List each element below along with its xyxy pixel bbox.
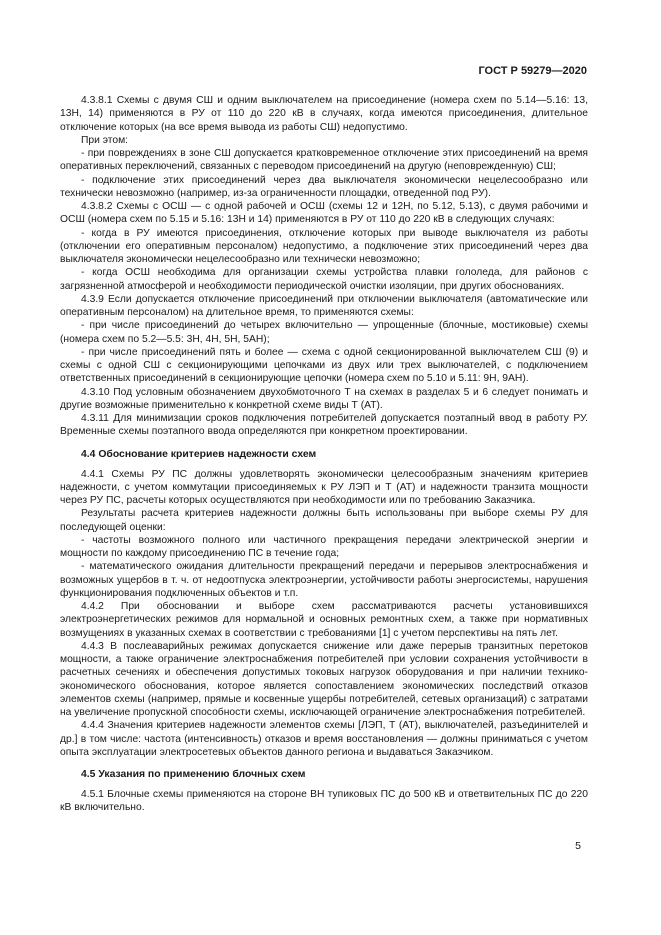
list-item: - при числе присоединений пять и более — схема с одной секционированной выключателем СШ (9) и схемы с одной СШ с секционирующими цепочками из двух или трех выключателей, с подключением ответственных присоединений в секционирующие цепочки (номера схем по 5.10 и 5.11: 9Н, 9АН). <box>60 346 588 385</box>
paragraph: 4.3.9 Если допускается отключение присоединений при отключении выключателя (автоматические или оперативным персоналом) на длительное время, то применяются схемы: <box>60 293 588 318</box>
paragraph: 4.3.8.2 Схемы с ОСШ — с одной рабочей и ОСШ (схемы 12 и 12Н, по 5.12, 5.13), с двумя рабочими и ОСШ (номера схем по 5.15 и 5.16: 13Н и 14) применяются в РУ от 110 до 220 кВ в следующих случаях: <box>60 201 588 226</box>
section-heading: 4.4 Обоснование критериев надежности схем <box>81 448 317 460</box>
paragraph: 4.4.2 При обосновании и выборе схем рассматриваются расчеты установившихся электроэнергетических режимов для нормальной и основных ремонтных схем, а также при нормативных возмущениях в указанных схемах в соответствии с требованиями [1] с учетом перспективы на пять лет. <box>60 601 588 639</box>
list-item: - когда в РУ имеются присоединения, отключение которых при выводе выключателя из работы (отключении его оперативным персоналом) недопустимо, а подключение этих присоединений через два выключателя экономически нецелесообразно или технически невозможно; <box>60 227 588 265</box>
paragraph: 4.4.4 Значения критериев надежности элементов схемы [ЛЭП, Т (АТ), выключателей, разъединителей и др.] в том числе: частота (интенсивность) отказов и время восстановления — должны приниматься с учетом опыта эксплуатации электросетевых объектов данного региона и выдаваться Заказчиком. <box>60 720 588 758</box>
document-header: ГОСТ Р 59279—2020 <box>478 65 587 77</box>
paragraph: При этом: <box>81 134 129 146</box>
section-heading: 4.5 Указания по применению блочных схем <box>81 769 306 780</box>
list-item: - математического ожидания длительности прекращений передачи и перерывов электроснабжения и возможных ущербов в т. ч. от недоотпуска электроэнергии, устойчивости работы энергосистемы, нарушения функционирования подключенных объектов и т.п. <box>60 561 588 599</box>
paragraph: 4.3.11 Для минимизации сроков подключения потребителей допускается поэтапный ввод в работу РУ. Временные схемы поэтапного ввода определяются при конкретном проектировании. <box>60 413 588 438</box>
list-item: - при числе присоединений до четырех включительно — упрощенные (блочные, мостиковые) схемы (номера схем по 5.2—5.5: 3Н, 4Н, 5Н, 5АН); <box>60 320 588 345</box>
paragraph: 4.5.1 Блочные схемы применяются на стороне ВН тупиковых ПС до 500 кВ и ответвительных ПС до 220 кВ включительно. <box>60 789 588 814</box>
paragraph: Результаты расчета критериев надежности должны быть использованы при выборе схемы РУ для последующей оценки: <box>60 508 588 533</box>
paragraph: 4.4.1 Схемы РУ ПС должны удовлетворять экономически целесообразным значениям критериев надежности, с учетом коммутации присоединяемых к РУ ЛЭП и Т (АТ) и надежности транзита мощности через РУ ПС, расчеты которых осуществляются при необходимости или по требованию Заказчика. <box>60 468 588 506</box>
list-item: - когда ОСШ необходима для организации схемы устройства плавки гололеда, для районов с загрязненной атмосферой и необходимости периодической очистки изоляции, при других обоснованиях. <box>60 267 588 292</box>
list-item: - частоты возможного полного или частичного прекращения передачи электрической энергии и мощности по каждому присоединению ПС в течение года; <box>60 534 588 559</box>
list-item: - подключение этих присоединений через два выключателя экономически нецелесообразно или технически невозможно (например, из-за ограниченности площадки, отведенной под РУ). <box>60 174 588 199</box>
list-item: - при повреждениях в зоне СШ допускается кратковременное отключение этих присоединений на время оперативных переключений, связанных с переводом присоединений на другую (неповрежденную) СШ; <box>60 148 588 173</box>
paragraph: 4.4.3 В послеаварийных режимах допускается снижение или даже перерыв транзитных перетоков мощности, а также ограничение электроснабжения потребителей при условии сохранения устойчивости в расчетных сечениях и обеспечения допустимых токовых нагрузок оборудования и при наличии технико-экономического обоснования, которое является сопоставлением экономических последствий отказов элементов схемы (например, прямые и косвенные ущербы потребителей, сетевых организаций) с затратами на увеличение пропускной способности схемы, исключающей ограничение электроснабжения потребителей. <box>60 640 588 718</box>
paragraph: 4.3.10 Под условным обозначением двухобмоточного Т на схемах в разделах 5 и 6 следует понимать и другие возможные применительно к конкретной схеме виды Т (АТ). <box>60 386 588 411</box>
document-body <box>60 94 588 815</box>
page-number: 5 <box>575 840 581 852</box>
paragraph: 4.3.8.1 Схемы с двумя СШ и одним выключателем на присоединение (номера схем по 5.14—5.16: 13, 13Н, 14) применяются в РУ от 110 до 220 кВ в случаях, когда имеются присоединения, длительное отключение которых (на все время вывода из работы СШ) недопустимо. <box>60 95 588 133</box>
